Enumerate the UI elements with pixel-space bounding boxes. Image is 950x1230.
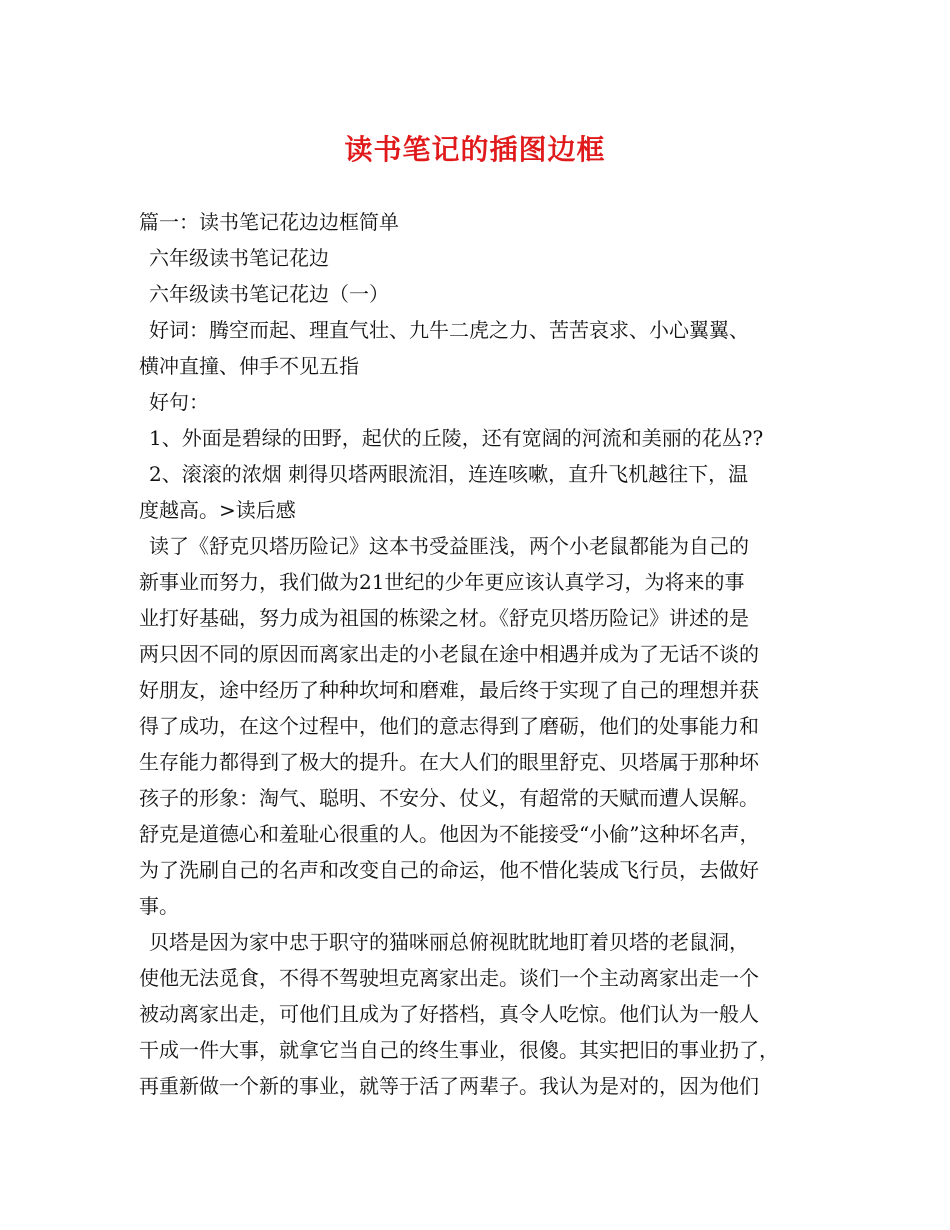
text-line: 使他无法觅食，不得不驾驶坦克离家出走。谈们一个主动离家出走一个 bbox=[139, 966, 759, 990]
text-line: 好朋友，途中经历了种种坎坷和磨难，最后终于实现了自己的理想并获 bbox=[139, 678, 759, 702]
text-line: 业打好基础，努力成为祖国的栋梁之材。《舒克贝塔历险记》讲述的是 bbox=[139, 606, 749, 630]
text-line: 新事业而努力，我们做为21世纪的少年更应该认真学习，为将来的事 bbox=[139, 570, 745, 594]
text-line: 度越高。>读后感 bbox=[139, 498, 296, 522]
text-line: 再重新做一个新的事业，就等于活了两辈子。我认为是对的，因为他们 bbox=[139, 1074, 759, 1098]
text-line: 事。 bbox=[139, 894, 179, 918]
text-line: 2、滚滚的浓烟 刺得贝塔两眼流泪，连连咳嗽，直升飞机越往下，温 bbox=[149, 462, 749, 486]
text-line: 好词：腾空而起、理直气壮、九牛二虎之力、苦苦哀求、小心翼翼、 bbox=[149, 318, 749, 342]
text-line: 横冲直撞、伸手不见五指 bbox=[139, 354, 359, 378]
text-line: 为了洗刷自己的名声和改变自己的命运，他不惜化装成飞行员，去做好 bbox=[139, 858, 759, 882]
text-line: 六年级读书笔记花边 bbox=[149, 246, 329, 270]
text-line: 两只因不同的原因而离家出走的小老鼠在途中相遇并成为了无话不谈的 bbox=[139, 642, 759, 666]
text-line: 篇一：读书笔记花边边框简单 bbox=[139, 210, 399, 234]
text-line: 读了《舒克贝塔历险记》这本书受益匪浅，两个小老鼠都能为自己的 bbox=[149, 534, 749, 558]
text-line: 贝塔是因为家中忠于职守的猫咪丽总俯视眈眈地盯着贝塔的老鼠洞， bbox=[149, 930, 749, 954]
text-line: 干成一件大事，就拿它当自己的终生事业，很傻。其实把旧的事业扔了， bbox=[139, 1038, 779, 1062]
text-line: 好句： bbox=[149, 390, 209, 414]
text-line: 生存能力都得到了极大的提升。在大人们的眼里舒克、贝塔属于那种坏 bbox=[139, 750, 759, 774]
text-line: 1、外面是碧绿的田野，起伏的丘陵，还有宽阔的河流和美丽的花丛?? bbox=[149, 426, 764, 450]
text-line: 六年级读书笔记花边（一） bbox=[149, 282, 389, 306]
document-body bbox=[139, 204, 819, 1104]
text-line: 被动离家出走，可他们且成为了好搭档，真令人吃惊。他们认为一般人 bbox=[139, 1002, 759, 1026]
document-title: 读书笔记的插图边框 bbox=[344, 133, 606, 166]
text-line: 舒克是道德心和羞耻心很重的人。他因为不能接受“小偷”这种坏名声， bbox=[139, 822, 760, 846]
text-line: 得了成功，在这个过程中，他们的意志得到了磨砺，他们的处事能力和 bbox=[139, 714, 759, 738]
text-line: 孩子的形象：淘气、聪明、不安分、仗义，有超常的天赋而遭人误解。 bbox=[139, 786, 759, 810]
